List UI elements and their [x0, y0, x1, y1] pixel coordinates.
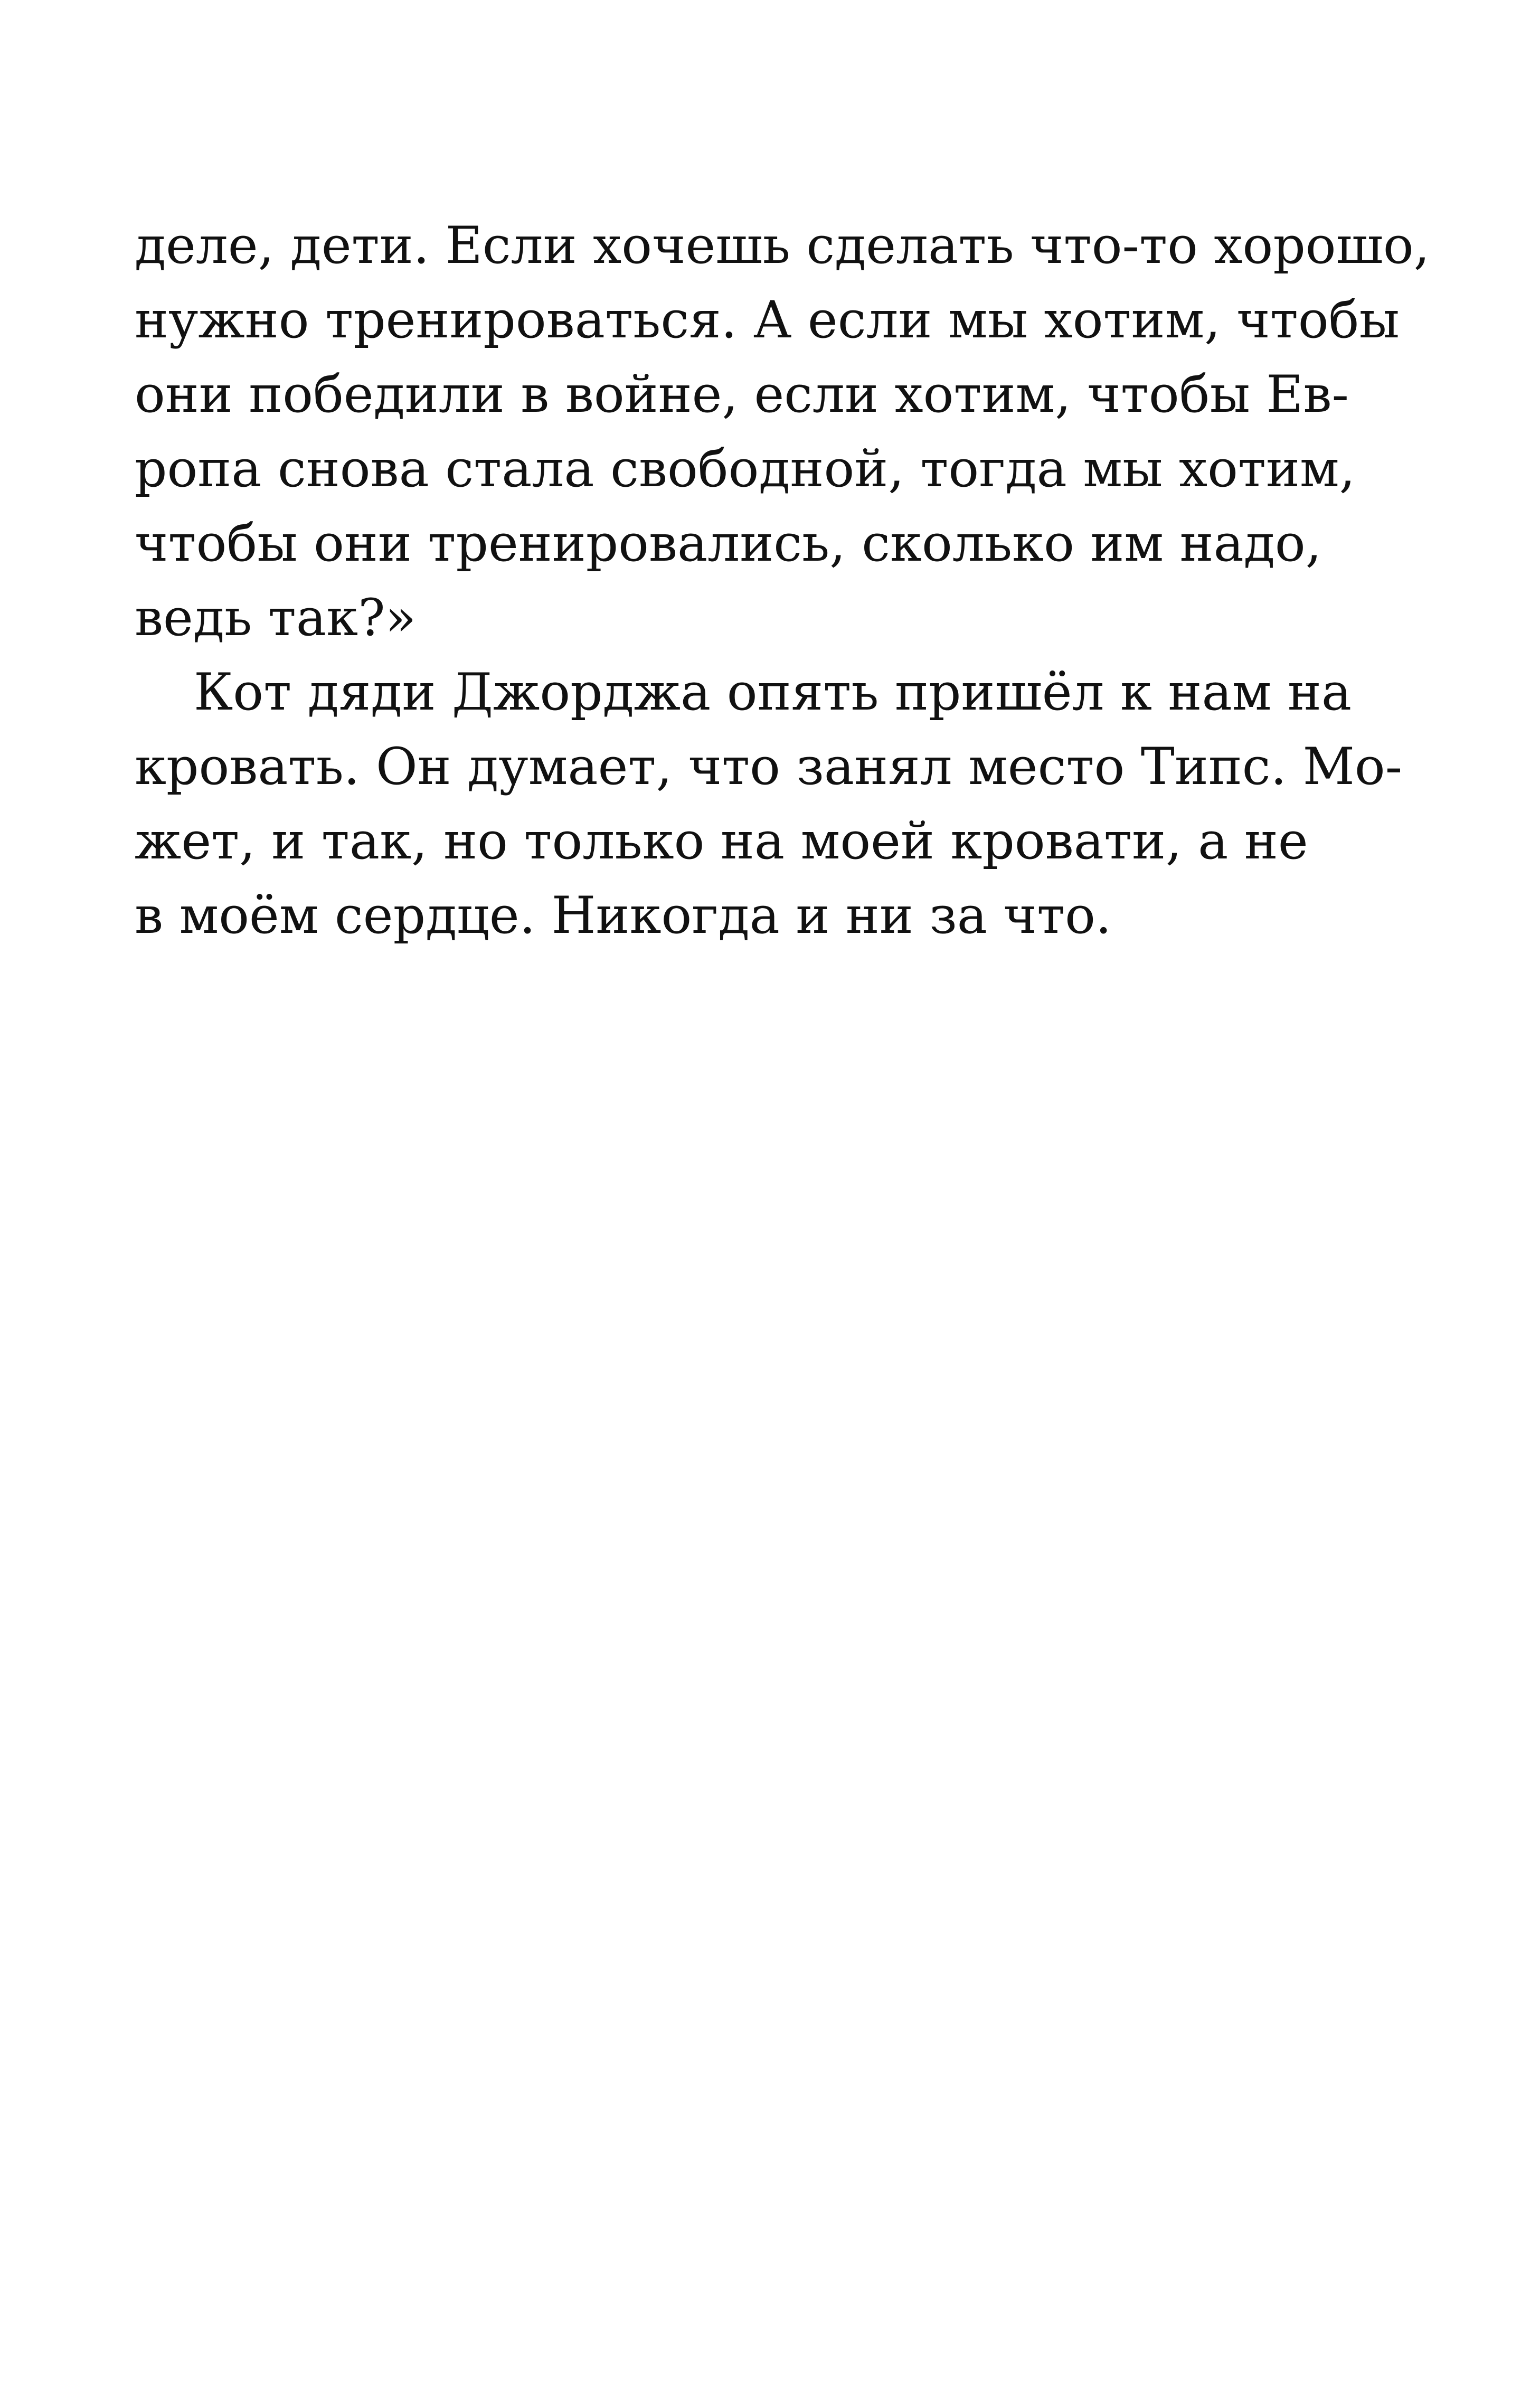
- text-line: деле, дети. Если хочешь сделать что-то хорошо,: [135, 216, 1430, 275]
- text-line: ропа снова стала свободной, тогда мы хотим,: [135, 439, 1356, 498]
- text-line: Кот дяди Джорджа опять пришёл к нам на: [194, 663, 1352, 722]
- text-line: они победили в войне, если хотим, чтобы Ев-: [135, 365, 1349, 424]
- body-text: [135, 209, 1430, 953]
- text-line: кровать. Он думает, что занял место Типс. Мо-: [135, 737, 1403, 796]
- text-line: ведь так?»: [135, 588, 417, 647]
- text-line: в моём сердце. Никогда и ни за что.: [135, 886, 1112, 945]
- paragraph-1: [135, 209, 1430, 655]
- text-line: нужно тренироваться. А если мы хотим, чтобы: [135, 290, 1400, 350]
- paragraph-2: [135, 655, 1403, 953]
- text-line: чтобы они тренировались, сколько им надо,: [135, 514, 1322, 573]
- text-line: жет, и так, но только на моей кровати, а не: [135, 811, 1308, 871]
